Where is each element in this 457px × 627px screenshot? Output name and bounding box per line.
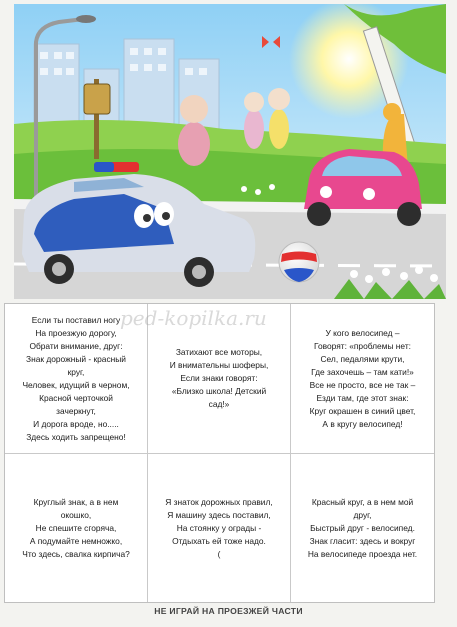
poem-text: Затихают все моторы, И внимательны шоферы, Если знаки говорят: «Близко школа! Детский сад!»	[169, 347, 269, 409]
poem-text: Круглый знак, а в нем окошко, Не спешите сгоряча, А подумайте немножко, Что здесь, свалка кирпича?	[22, 496, 130, 559]
poem-text: Красный круг, а в нем мой друг, Быстрый друг - велосипед. Знак гласит: здесь и вокруг На велосипеде проезда нет.	[307, 496, 418, 559]
poem-cell-4	[5, 454, 148, 602]
poem-grid	[4, 303, 435, 603]
poem-text: Я знаток дорожных правил, Я машину здесь поставил, На стоянку у ограды - Отдыхать ей тоже надо. (	[165, 496, 273, 559]
poem-text: Если ты поставил ногу На проезжую дорогу, Обрати внимание, друг: Знак дорожный - красный круг, Человек, идущий в черном, Красной черточкой зачеркнут, И дорога вроде, но..... Здесь ходить запрещено!	[22, 314, 130, 442]
page-footer-title: НЕ ИГРАЙ НА ПРОЕЗЖЕЙ ЧАСТИ	[154, 606, 303, 616]
poem-cell-5	[148, 454, 291, 602]
street-scene-image	[14, 4, 446, 299]
poem-text: У кого велосипед – Говорят: «проблемы нет: Сел, педалями крути, Где захочешь – там кати!» Все не просто, все не так – Езди там, где этот знак: Круг окрашен в синий цвет, А в кругу велосипед!	[309, 327, 416, 429]
watermark: ped-kopilka.ru	[120, 306, 267, 330]
poem-cell-3	[291, 304, 434, 454]
poem-cell-6	[291, 454, 434, 602]
traffic-illustration	[14, 4, 446, 299]
ball-icon	[279, 242, 319, 282]
